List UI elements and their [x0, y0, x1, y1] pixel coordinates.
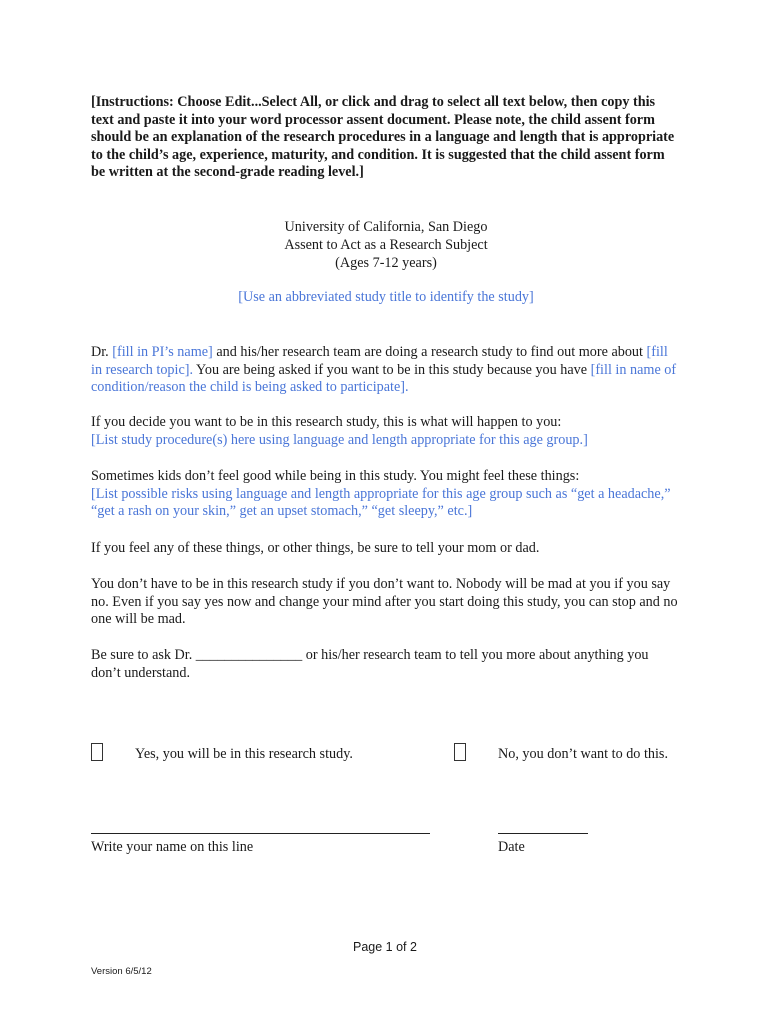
- tell-parent-paragraph: If you feel any of these things, or other things, be sure to tell your mom or dad.: [91, 540, 540, 556]
- research-topic-placeholder: [fill in research topic].: [91, 344, 668, 378]
- date-label: Date: [498, 839, 525, 855]
- procedures-placeholder: [List study procedure(s) here using language and length appropriate for this age group.]: [91, 431, 588, 448]
- risks-lead: Sometimes kids don’t feel good while being in this study. You might feel these things:: [91, 468, 580, 484]
- yes-checkbox[interactable]: [91, 743, 103, 761]
- form-title: Assent to Act as a Research Subject: [284, 237, 488, 253]
- name-signature-line[interactable]: [91, 833, 430, 834]
- age-range: (Ages 7-12 years): [335, 255, 437, 271]
- procedures-paragraph: [91, 414, 681, 449]
- ask-questions-paragraph: Be sure to ask Dr. _______________ or his/her research team to tell you more about anything you don’t understand.: [91, 647, 649, 681]
- condition-placeholder: [fill in name of condition/reason the child is being asked to participate].: [91, 361, 677, 396]
- no-option-label: No, you don’t want to do this.: [498, 746, 668, 762]
- procedures-lead: If you decide you want to be in this research study, this is what will happen to you:: [91, 414, 562, 430]
- version-label: Version 6/5/12: [91, 966, 152, 977]
- university-name: University of California, San Diego: [284, 219, 488, 235]
- intro-text-1: Dr.: [91, 344, 113, 360]
- name-line-label: Write your name on this line: [91, 839, 254, 855]
- date-line[interactable]: [498, 833, 588, 834]
- risks-paragraph: [91, 468, 681, 521]
- page-number: Page 1 of 2: [353, 940, 417, 954]
- yes-option-label: Yes, you will be in this research study.: [135, 746, 353, 762]
- pi-name-placeholder: [fill in PI’s name]: [112, 344, 213, 360]
- instructions-paragraph: [Instructions: Choose Edit...Select All, or click and drag to select all text below, then copy this text and paste it into your word processor assent document. Please note, the child assent form should be an explanation of the research procedures in a language and length that is appropriate to the child’s age, experience, maturity, and condition. It is suggested that the child assent form be written at the second-grade reading level.]: [91, 94, 675, 181]
- no-checkbox[interactable]: [454, 743, 466, 761]
- intro-text-3: You are being asked if you want to be in this study because you have: [193, 361, 591, 378]
- risks-placeholder: [List possible risks using language and length appropriate for this age group such as “get a headache,” “get a rash on your skin,” get an upset stomach,” “get sleepy,” etc.]: [91, 485, 671, 520]
- study-title-placeholder: [Use an abbreviated study title to identify the study]: [238, 289, 534, 305]
- intro-text-2: and his/her research team are doing a research study to find out more about: [212, 344, 647, 360]
- intro-paragraph: [91, 344, 681, 397]
- voluntary-paragraph: You don’t have to be in this research study if you don’t want to. Nobody will be mad at you if you say no. Even if you say yes now and change your mind after you start doing this study, you can stop and no one will be mad.: [91, 576, 678, 628]
